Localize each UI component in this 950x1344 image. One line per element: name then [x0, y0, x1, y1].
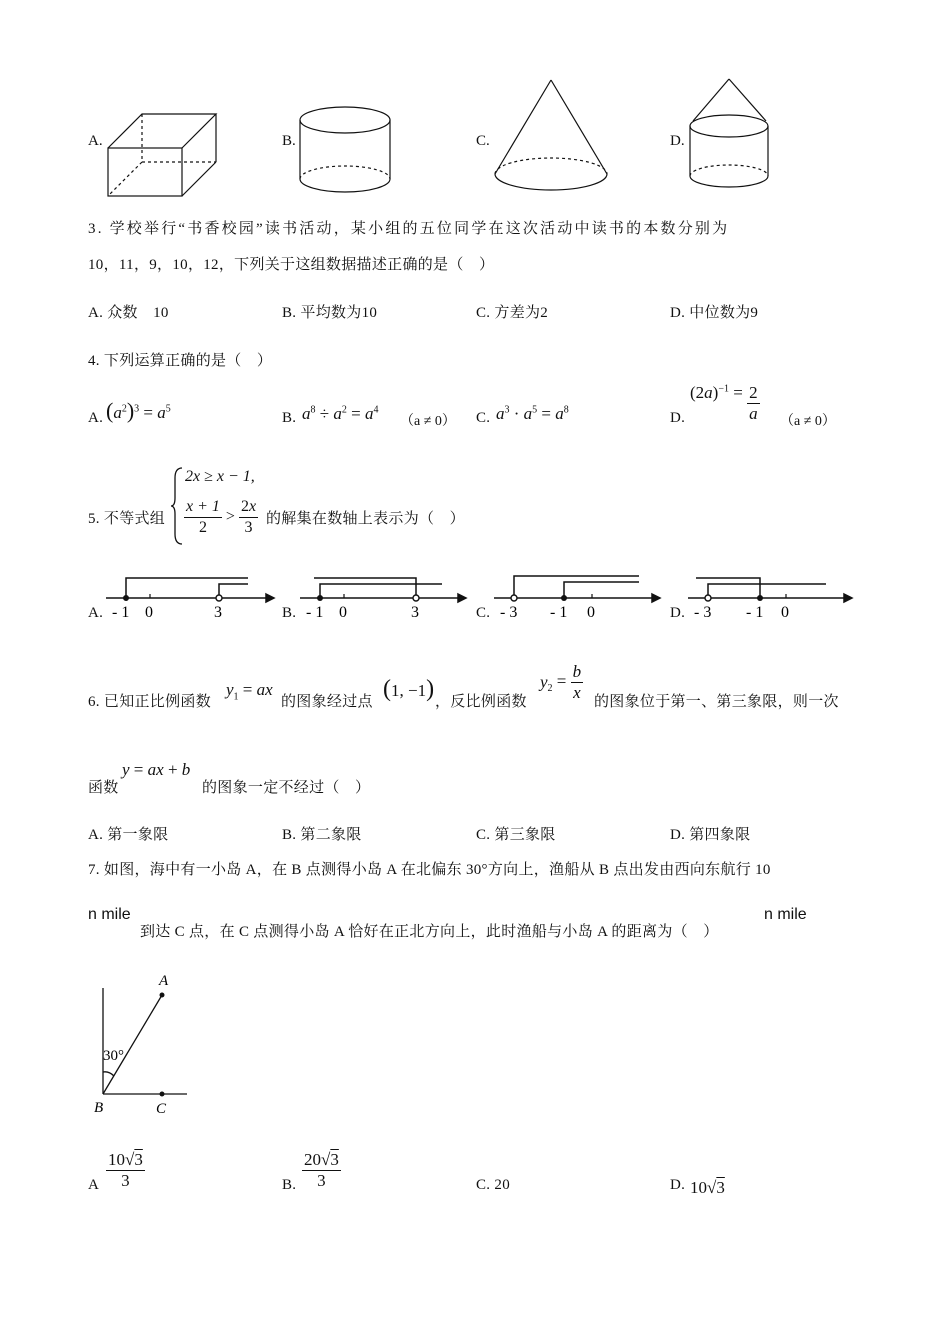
cone-on-cylinder-icon	[684, 76, 774, 196]
q7-unit-1: n mile	[88, 906, 131, 923]
number-line-a	[106, 572, 276, 624]
q6-part5: 函数	[88, 780, 119, 796]
q5-option-d-label: D.	[670, 605, 686, 621]
axis-c-label-1: - 3	[500, 604, 518, 621]
q2-option-d-label: D.	[670, 133, 685, 149]
axis-c-label-2: - 1	[550, 604, 568, 621]
q4-option-a-label: A.	[88, 410, 104, 426]
q6-func-y2: $y_2$ = $\frac{b}{x}$	[540, 662, 582, 702]
q2-option-b-label: B.	[282, 133, 296, 149]
q6-option-c: C. 第三象限	[476, 827, 556, 843]
q6-option-d: D. 第四象限	[670, 827, 751, 843]
q5-ineq1-text: 2x ≥ x − 1,	[185, 468, 255, 485]
q3-option-a: A. 众数 10	[88, 305, 169, 321]
axis-c-label-3: 0	[587, 604, 595, 621]
brace-icon	[170, 466, 184, 546]
q4-option-c-label: C.	[476, 410, 491, 426]
angle-label: 30°	[103, 1048, 124, 1064]
q4-option-d-expr: $(2a)^{-1}$ = $\frac{2}{a}$	[690, 383, 758, 423]
q6-point: (1, −1)	[383, 676, 435, 702]
axis-a-label-3: 3	[214, 604, 222, 621]
q6-func-y1: $y_1$ = ax	[226, 680, 273, 703]
q6-func-linear: y = ax + b	[122, 760, 191, 779]
q4-option-b-cond: （a ≠ 0）	[400, 414, 456, 429]
q6-part3: ，反比例函数	[435, 694, 527, 710]
q6-option-a: A. 第一象限	[88, 827, 169, 843]
q3-option-b: B. 平均数为10	[282, 305, 378, 321]
q4-option-d-cond: （a ≠ 0）	[780, 414, 836, 429]
q4-option-a-expr: $(a^2)^3 = a^5$	[106, 398, 171, 423]
q4-stem: 4. 下列运算正确的是（ ）	[88, 353, 273, 369]
number-line-b	[300, 572, 470, 624]
axis-d-label-2: - 1	[746, 604, 764, 621]
q7-option-d-label: D.	[670, 1177, 686, 1193]
q7-option-b-label: B.	[282, 1177, 297, 1193]
q7-unit-2: n mile	[764, 906, 807, 923]
q3-stem-line2: 10，11，9，10，12，下列关于这组数据描述正确的是（ ）	[88, 257, 495, 273]
q7-stem-line1: 7. 如图，海中有一小岛 A，在 B 点测得小岛 A 在北偏东 30°方向上，渔船从 B 点出发由西向东航行 10	[88, 862, 771, 878]
point-b-label: B	[94, 1100, 104, 1116]
number-line-c	[494, 572, 664, 624]
q6-part6: 的图象一定不经过（ ）	[202, 780, 371, 796]
q6-part2: 的图象经过点	[281, 694, 373, 710]
q5-prefix: 5. 不等式组	[88, 511, 166, 527]
q4-option-d-label: D.	[670, 410, 686, 426]
q5-option-b-label: B.	[282, 605, 297, 621]
q7-option-d-expr: 10√3	[690, 1178, 725, 1197]
q6-option-b: B. 第二象限	[282, 827, 362, 843]
cuboid-icon	[100, 110, 220, 200]
axis-b-label-3: 3	[411, 604, 419, 621]
q7-stem-line2: 到达 C 点，在 C 点测得小岛 A 恰好在正北方向上，此时渔船与小岛 A 的距离为（ ）	[140, 924, 719, 940]
axis-d-label-3: 0	[781, 604, 789, 621]
q7-option-a-label: A	[88, 1177, 100, 1193]
q6-part1: 6. 已知正比例函数	[88, 694, 212, 710]
axis-b-label-1: - 1	[306, 604, 324, 621]
q7-option-c: C. 20	[476, 1177, 511, 1193]
q4-option-b-label: B.	[282, 410, 297, 426]
q5-suffix: 的解集在数轴上表示为（ ）	[266, 511, 465, 527]
q6-part4: 的图象位于第一、第三象限，则一次	[594, 694, 839, 710]
q4-option-b-expr: $a^8 \div a^2 = a^4$	[302, 404, 379, 423]
axis-b-label-2: 0	[339, 604, 347, 621]
q7-option-a-expr: $\frac{10√3}{3}$	[108, 1150, 143, 1190]
q4-option-c-expr: $a^3 \cdot a^5 = a^8$	[496, 404, 569, 423]
axis-a-label-1: - 1	[112, 604, 130, 621]
q3-stem-line1: 3. 学校举行“书香校园”读书活动，某小组的五位同学在这次活动中读书的本数分别为	[88, 221, 730, 237]
point-a-label: A	[159, 973, 169, 989]
q5-option-a-label: A.	[88, 605, 104, 621]
q3-option-c: C. 方差为2	[476, 305, 549, 321]
q2-option-c-label: C.	[476, 133, 490, 149]
q7-figure	[90, 968, 200, 1118]
point-c-label: C	[156, 1101, 167, 1117]
axis-a-label-2: 0	[145, 604, 153, 621]
number-line-d	[688, 572, 858, 624]
q5-inequality-2: $\frac{x + 1}{2}$ > $\frac{2x}{3}$	[186, 498, 257, 536]
cone-icon	[490, 76, 612, 196]
q2-option-a-label: A.	[88, 133, 103, 149]
q3-option-d: D. 中位数为9	[670, 305, 759, 321]
q5-option-c-label: C.	[476, 605, 491, 621]
q7-option-b-expr: $\frac{20√3}{3}$	[304, 1150, 339, 1190]
cylinder-icon	[295, 104, 395, 196]
q5-inequality-1	[185, 468, 255, 486]
axis-d-label-1: - 3	[694, 604, 712, 621]
